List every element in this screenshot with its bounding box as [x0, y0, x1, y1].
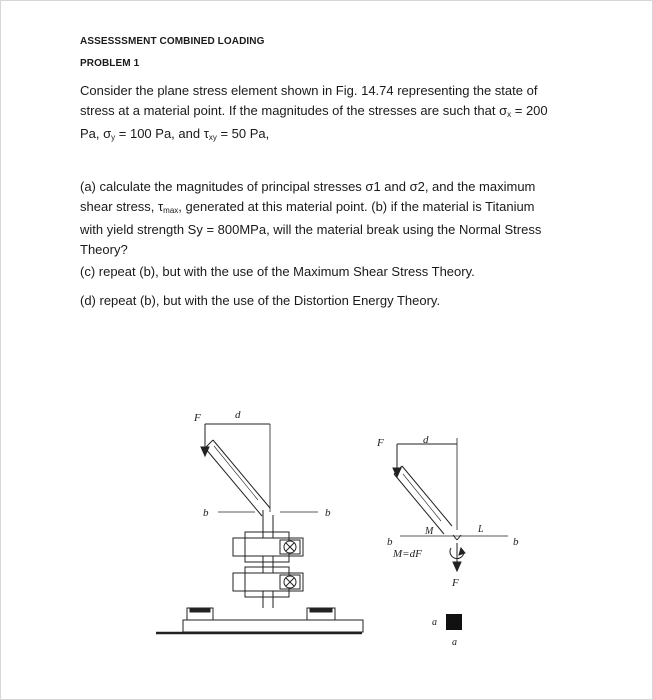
intro-line: stress at a material point. If the magnitudes of the stresses are such that $\sigma_x = 200$: [80, 102, 548, 119]
question-c: (c) repeat (b), but with the use of the Maximum Shear Stress Theory.: [80, 264, 475, 279]
base-plate: [183, 620, 363, 632]
arm-edge-1: [213, 440, 270, 508]
question-line: Theory?: [80, 241, 128, 257]
fb-arm-edge-2: [394, 474, 444, 534]
assessment-title: ASSESSSMENT COMBINED LOADING: [80, 36, 265, 47]
fb-force-label: F: [377, 437, 384, 449]
left-assembly: [156, 424, 363, 633]
fb-force-arrowhead: [393, 468, 401, 477]
fb-moment-equation: M=dF: [393, 548, 422, 560]
fb-section-label-l: b: [387, 536, 393, 548]
left-section-label-l: b: [203, 507, 209, 519]
fb-length-label: L: [478, 524, 484, 535]
left-section-label-r: b: [325, 507, 331, 519]
left-foot-pad: [190, 608, 210, 612]
question-line: shear stress, $\tau_{max}$, generated at this material point. (b) if the material is Titanium: [80, 198, 535, 215]
intro-line: Pa, $\sigma_y = 100$ Pa, and $\tau_{xy} = 50$ Pa,: [80, 126, 270, 142]
fb-moment-label: M: [425, 526, 434, 537]
question-line: with yield strength Sy = 800MPa, will the material break using the Normal Stress: [80, 222, 542, 237]
left-dist-label: d: [235, 409, 241, 421]
fb-bottom-force-label: F: [452, 577, 459, 589]
point-a-label-left: a: [432, 617, 437, 628]
stress-element-a: [446, 614, 462, 630]
arm-hatch: [214, 446, 258, 500]
fb-section-label-r: b: [513, 536, 519, 548]
problem-heading: PROBLEM 1: [80, 58, 140, 69]
intro-line: Consider the plane stress element shown in Fig. 14.74 representing the state of: [80, 83, 538, 98]
left-force-label: F: [194, 412, 201, 424]
point-a-label-bottom: a: [452, 637, 457, 648]
fb-dist-label: d: [423, 434, 429, 446]
question-d: (d) repeat (b), but with the use of the Distortion Energy Theory.: [80, 293, 441, 308]
right-foot-pad: [310, 608, 332, 612]
fb-arm-edge-1: [402, 466, 452, 526]
fb-bottom-force-arrowhead: [453, 562, 461, 571]
question-line: (a) calculate the magnitudes of principal stresses σ1 and σ2, and the maximum: [80, 179, 536, 194]
fb-arm-hatch: [403, 474, 441, 521]
arm-edge-2: [205, 448, 262, 516]
